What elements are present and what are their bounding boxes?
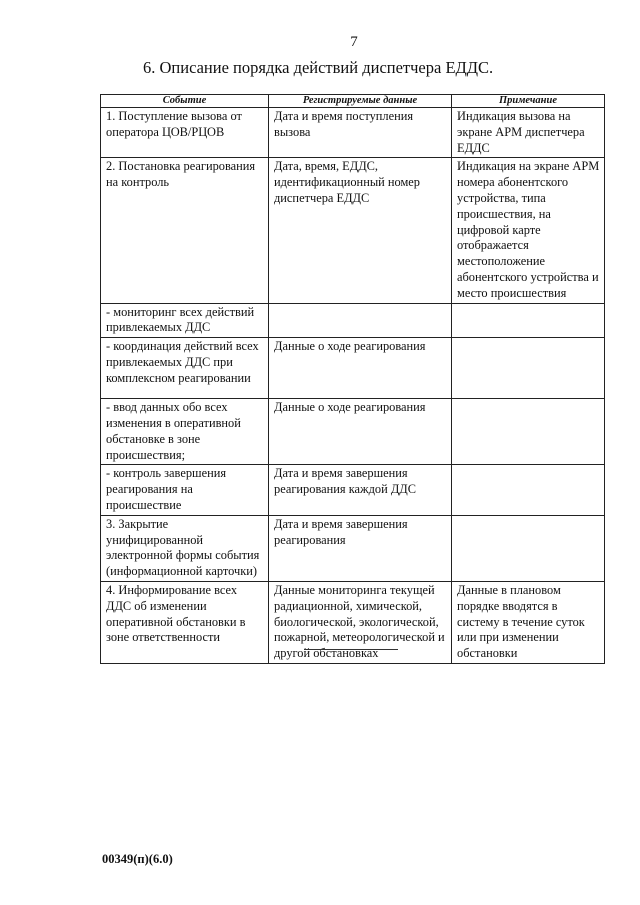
cell-event: 2. Постановка реагирования на контроль [101, 158, 269, 303]
dispatcher-actions-table [100, 94, 605, 664]
cell-data: Дата, время, ЕДДС, идентификационный номер диспетчера ЕДДС [269, 158, 452, 303]
footer-divider [304, 649, 398, 650]
column-header-event: Событие [101, 95, 269, 108]
cell-note [452, 303, 605, 338]
cell-note [452, 465, 605, 515]
table-row [101, 108, 605, 158]
cell-data: Дата и время завершения реагирования [269, 515, 452, 581]
document-code: 00349(п)(6.0) [102, 852, 173, 866]
table-row [101, 338, 605, 399]
table-header-row [101, 95, 605, 108]
cell-data [269, 303, 452, 338]
table-row [101, 399, 605, 465]
cell-event: - координация действий всех привлекаемых ДДС при комплексном реагировании [101, 338, 269, 399]
cell-note: Индикация вызова на экране АРМ диспетчера ЕДДС [452, 108, 605, 158]
cell-data: Дата и время завершения реагирования каждой ДДС [269, 465, 452, 515]
column-header-note: Примечание [452, 95, 605, 108]
column-header-data: Регистрируемые данные [269, 95, 452, 108]
cell-data: Данные о ходе реагирования [269, 338, 452, 399]
cell-event: 1. Поступление вызова от оператора ЦОВ/РЦОВ [101, 108, 269, 158]
page-number: 7 [350, 34, 358, 50]
cell-note [452, 338, 605, 399]
cell-note [452, 399, 605, 465]
cell-event: - ввод данных обо всех изменения в оперативной обстановке в зоне происшествия; [101, 399, 269, 465]
table-row [101, 303, 605, 338]
table-row [101, 465, 605, 515]
cell-note [452, 515, 605, 581]
table-row [101, 158, 605, 303]
cell-note: Индикация на экране АРМ номера абонентского устройства, типа происшествия, на цифровой карте отображается местоположение абонентского устройства и место происшествия [452, 158, 605, 303]
cell-event: 4. Информирование всех ДДС об изменении оперативной обстановки в зоне ответственности [101, 581, 269, 663]
table-row [101, 515, 605, 581]
section-title: 6. Описание порядка действий диспетчера ЕДДС. [143, 58, 494, 77]
cell-event: - мониторинг всех действий привлекаемых ДДС [101, 303, 269, 338]
cell-data: Данные о ходе реагирования [269, 399, 452, 465]
cell-note: Данные в плановом порядке вводятся в систему в течение суток или при изменении обстановки [452, 581, 605, 663]
cell-event: - контроль завершения реагирования на происшествие [101, 465, 269, 515]
cell-event: 3. Закрытие унифицированной электронной формы события (информационной карточки) [101, 515, 269, 581]
table-row [101, 581, 605, 663]
cell-data: Дата и время поступления вызова [269, 108, 452, 158]
cell-data: Данные мониторинга текущей радиационной, химической, биологической, экологической, пожарной, метеорологической и другой обстановках [269, 581, 452, 663]
